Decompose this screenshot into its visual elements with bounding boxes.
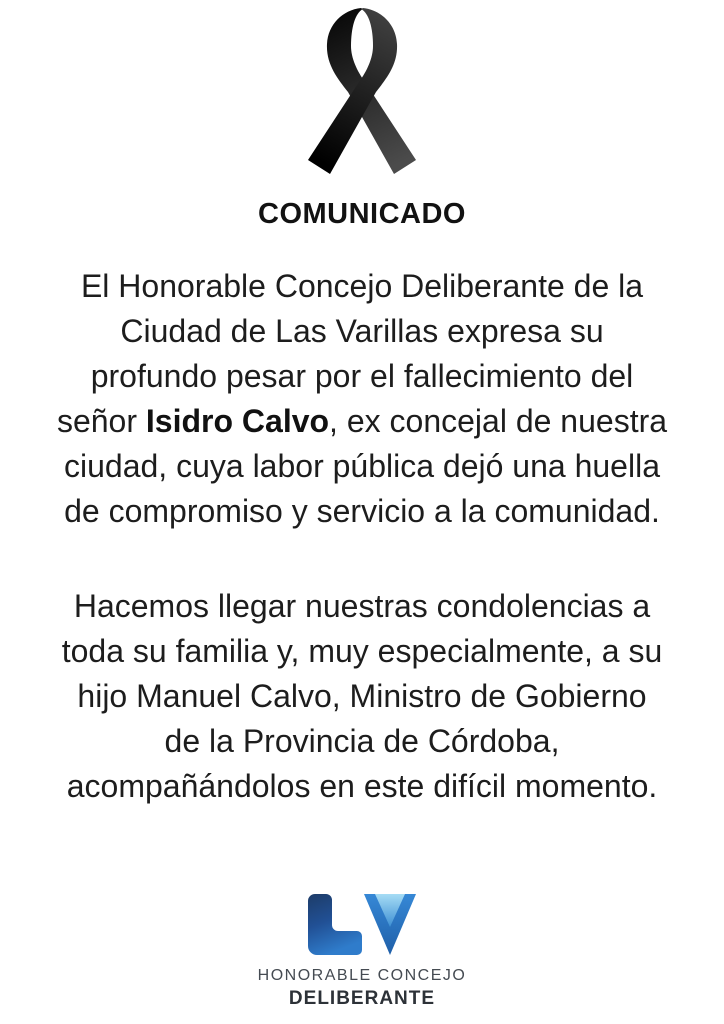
mourning-ribbon-icon: [298, 8, 426, 178]
page-title: COMUNICADO: [258, 198, 466, 230]
text-segment: , ex concejal de nuestra: [329, 403, 668, 439]
text-line: [0, 399, 724, 444]
org-name-line2: DELIBERANTE: [288, 988, 436, 1009]
text-line: El Honorable Concejo Deliberante de la: [80, 268, 644, 304]
paragraph-condolence-2: [0, 584, 724, 809]
org-name-line1: HONORABLE CONCEJO: [257, 967, 467, 984]
lv-logo-icon: [306, 893, 418, 957]
footer-logo-block: [258, 893, 467, 1010]
text-line: hijo Manuel Calvo, Ministro de Gobierno: [77, 678, 647, 714]
paragraph-condolence-1: [0, 264, 724, 534]
text-line: Hacemos llegar nuestras condolencias a: [73, 588, 651, 624]
text-line: de la Provincia de Córdoba,: [164, 723, 560, 759]
text-segment: señor: [56, 403, 146, 439]
logo-letter-l: [308, 894, 362, 955]
text-line: profundo pesar por el fallecimiento del: [90, 358, 634, 394]
text-line: toda su familia y, muy especialmente, a su: [61, 633, 663, 669]
text-line: de compromiso y servicio a la comunidad.: [64, 493, 660, 529]
text-line: Ciudad de Las Varillas expresa su: [120, 313, 604, 349]
text-line: ciudad, cuya labor pública dejó una huella: [64, 448, 660, 484]
deceased-name: Isidro Calvo: [145, 403, 330, 439]
text-line: acompañándolos en este difícil momento.: [66, 768, 658, 804]
